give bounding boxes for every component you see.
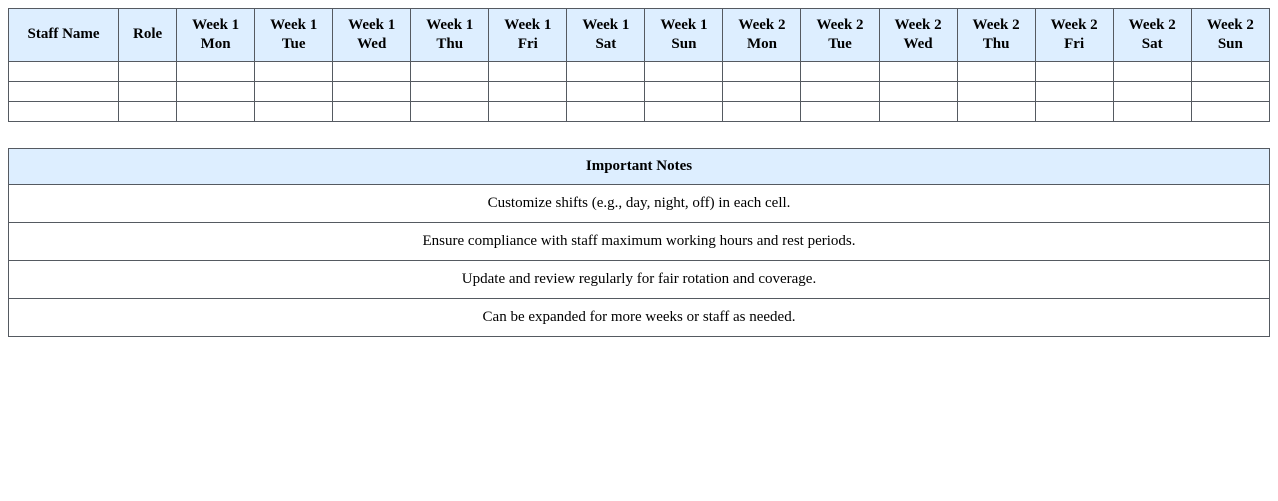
column-header-line1: Week 2: [738, 17, 786, 33]
column-header-line2: Tue: [828, 35, 852, 52]
schedule-header: [9, 9, 1270, 62]
cell-shift[interactable]: [957, 101, 1035, 121]
column-header-line1: Week 1: [348, 17, 396, 33]
cell-shift[interactable]: [1191, 61, 1269, 81]
cell-shift[interactable]: [645, 101, 723, 121]
cell-shift[interactable]: [1113, 101, 1191, 121]
cell-shift[interactable]: [567, 61, 645, 81]
cell-shift[interactable]: [255, 81, 333, 101]
column-header-week2-tue: [801, 9, 879, 62]
column-header-week1-tue: [255, 9, 333, 62]
column-header-line1: Week 1: [270, 17, 318, 33]
cell-staff-name[interactable]: [9, 101, 119, 121]
column-header-line1: Week 1: [426, 17, 474, 33]
cell-shift[interactable]: [723, 81, 801, 101]
cell-shift[interactable]: [879, 101, 957, 121]
column-header-line1: Week 1: [660, 17, 708, 33]
cell-shift[interactable]: [489, 101, 567, 121]
cell-staff-name[interactable]: [9, 81, 119, 101]
column-header-week2-fri: [1035, 9, 1113, 62]
cell-shift[interactable]: [333, 81, 411, 101]
column-header-line1: Week 1: [192, 17, 240, 33]
cell-shift[interactable]: [723, 61, 801, 81]
column-header-line2: Sat: [1141, 35, 1163, 52]
table-row[interactable]: [9, 81, 1270, 101]
cell-shift[interactable]: [177, 61, 255, 81]
column-header-line2: Thu: [436, 35, 464, 52]
column-header-week2-mon: [723, 9, 801, 62]
cell-role[interactable]: [119, 81, 177, 101]
cell-role[interactable]: [119, 101, 177, 121]
column-header-line1: Role: [133, 26, 163, 43]
list-item: [9, 298, 1270, 336]
cell-shift[interactable]: [1191, 81, 1269, 101]
cell-shift[interactable]: [489, 61, 567, 81]
table-row[interactable]: [9, 101, 1270, 121]
column-header-week2-wed: [879, 9, 957, 62]
column-header-line2: Sun: [1217, 35, 1243, 52]
column-header-line2: Fri: [517, 35, 538, 52]
column-header-line2: Mon: [200, 35, 231, 52]
notes-body: [9, 184, 1270, 336]
cell-shift[interactable]: [957, 61, 1035, 81]
column-header-line2: Mon: [746, 35, 777, 52]
cell-shift[interactable]: [411, 61, 489, 81]
important-notes-table: [8, 148, 1270, 337]
column-header-week1-fri: [489, 9, 567, 62]
column-header-line1: Week 2: [816, 17, 864, 33]
column-header-week2-thu: [957, 9, 1035, 62]
column-header-week1-sat: [567, 9, 645, 62]
column-header-role: [119, 9, 177, 62]
cell-shift[interactable]: [801, 61, 879, 81]
column-header-line2: Thu: [982, 35, 1010, 52]
cell-shift[interactable]: [411, 101, 489, 121]
cell-staff-name[interactable]: [9, 61, 119, 81]
column-header-line2: Wed: [903, 35, 933, 52]
schedule-header-row: [9, 9, 1270, 62]
cell-shift[interactable]: [879, 81, 957, 101]
cell-shift[interactable]: [177, 81, 255, 101]
list-item: [9, 260, 1270, 298]
cell-shift[interactable]: [1035, 61, 1113, 81]
column-header-line1: Week 2: [1050, 17, 1098, 33]
cell-shift[interactable]: [1035, 101, 1113, 121]
cell-shift[interactable]: [801, 101, 879, 121]
column-header-line1: Week 1: [504, 17, 552, 33]
notes-header-row: [9, 148, 1270, 184]
cell-shift[interactable]: [801, 81, 879, 101]
staff-schedule-table: [8, 8, 1270, 122]
schedule-body: [9, 61, 1270, 121]
cell-shift[interactable]: [255, 61, 333, 81]
column-header-week1-sun: [645, 9, 723, 62]
note-text: Ensure compliance with staff maximum working hours and rest periods.: [9, 222, 1270, 260]
column-header-week1-thu: [411, 9, 489, 62]
table-row[interactable]: [9, 61, 1270, 81]
column-header-line2: Wed: [357, 35, 387, 52]
note-text: Customize shifts (e.g., day, night, off) in each cell.: [9, 184, 1270, 222]
column-header-line1: Week 2: [1128, 17, 1176, 33]
column-header-line2: Fri: [1064, 35, 1085, 52]
list-item: [9, 184, 1270, 222]
cell-shift[interactable]: [177, 101, 255, 121]
note-text: Update and review regularly for fair rotation and coverage.: [9, 260, 1270, 298]
cell-shift[interactable]: [489, 81, 567, 101]
column-header-line1: Staff Name: [27, 26, 100, 43]
cell-shift[interactable]: [879, 61, 957, 81]
column-header-line1: Week 2: [1206, 17, 1254, 33]
cell-shift[interactable]: [411, 81, 489, 101]
cell-shift[interactable]: [645, 81, 723, 101]
cell-shift[interactable]: [1113, 81, 1191, 101]
column-header-week1-wed: [333, 9, 411, 62]
cell-shift[interactable]: [957, 81, 1035, 101]
column-header-line2: Sun: [671, 35, 697, 52]
cell-shift[interactable]: [1113, 61, 1191, 81]
cell-shift[interactable]: [567, 81, 645, 101]
cell-shift[interactable]: [333, 61, 411, 81]
column-header-line2: Sat: [595, 35, 617, 52]
column-header-week1-mon: [177, 9, 255, 62]
column-header-line1: Week 2: [894, 17, 942, 33]
notes-title: Important Notes: [9, 148, 1270, 184]
cell-shift[interactable]: [723, 101, 801, 121]
cell-role[interactable]: [119, 61, 177, 81]
note-text: Can be expanded for more weeks or staff as needed.: [9, 298, 1270, 336]
cell-shift[interactable]: [645, 61, 723, 81]
cell-shift[interactable]: [1035, 81, 1113, 101]
list-item: [9, 222, 1270, 260]
column-header-line1: Week 2: [972, 17, 1020, 33]
cell-shift[interactable]: [567, 101, 645, 121]
column-header-week2-sun: [1191, 9, 1269, 62]
column-header-line2: Tue: [281, 35, 306, 52]
column-header-week2-sat: [1113, 9, 1191, 62]
column-header-staff-name: [9, 9, 119, 62]
cell-shift[interactable]: [333, 101, 411, 121]
column-header-line1: Week 1: [582, 17, 630, 33]
cell-shift[interactable]: [255, 101, 333, 121]
notes-header: [9, 148, 1270, 184]
cell-shift[interactable]: [1191, 101, 1269, 121]
